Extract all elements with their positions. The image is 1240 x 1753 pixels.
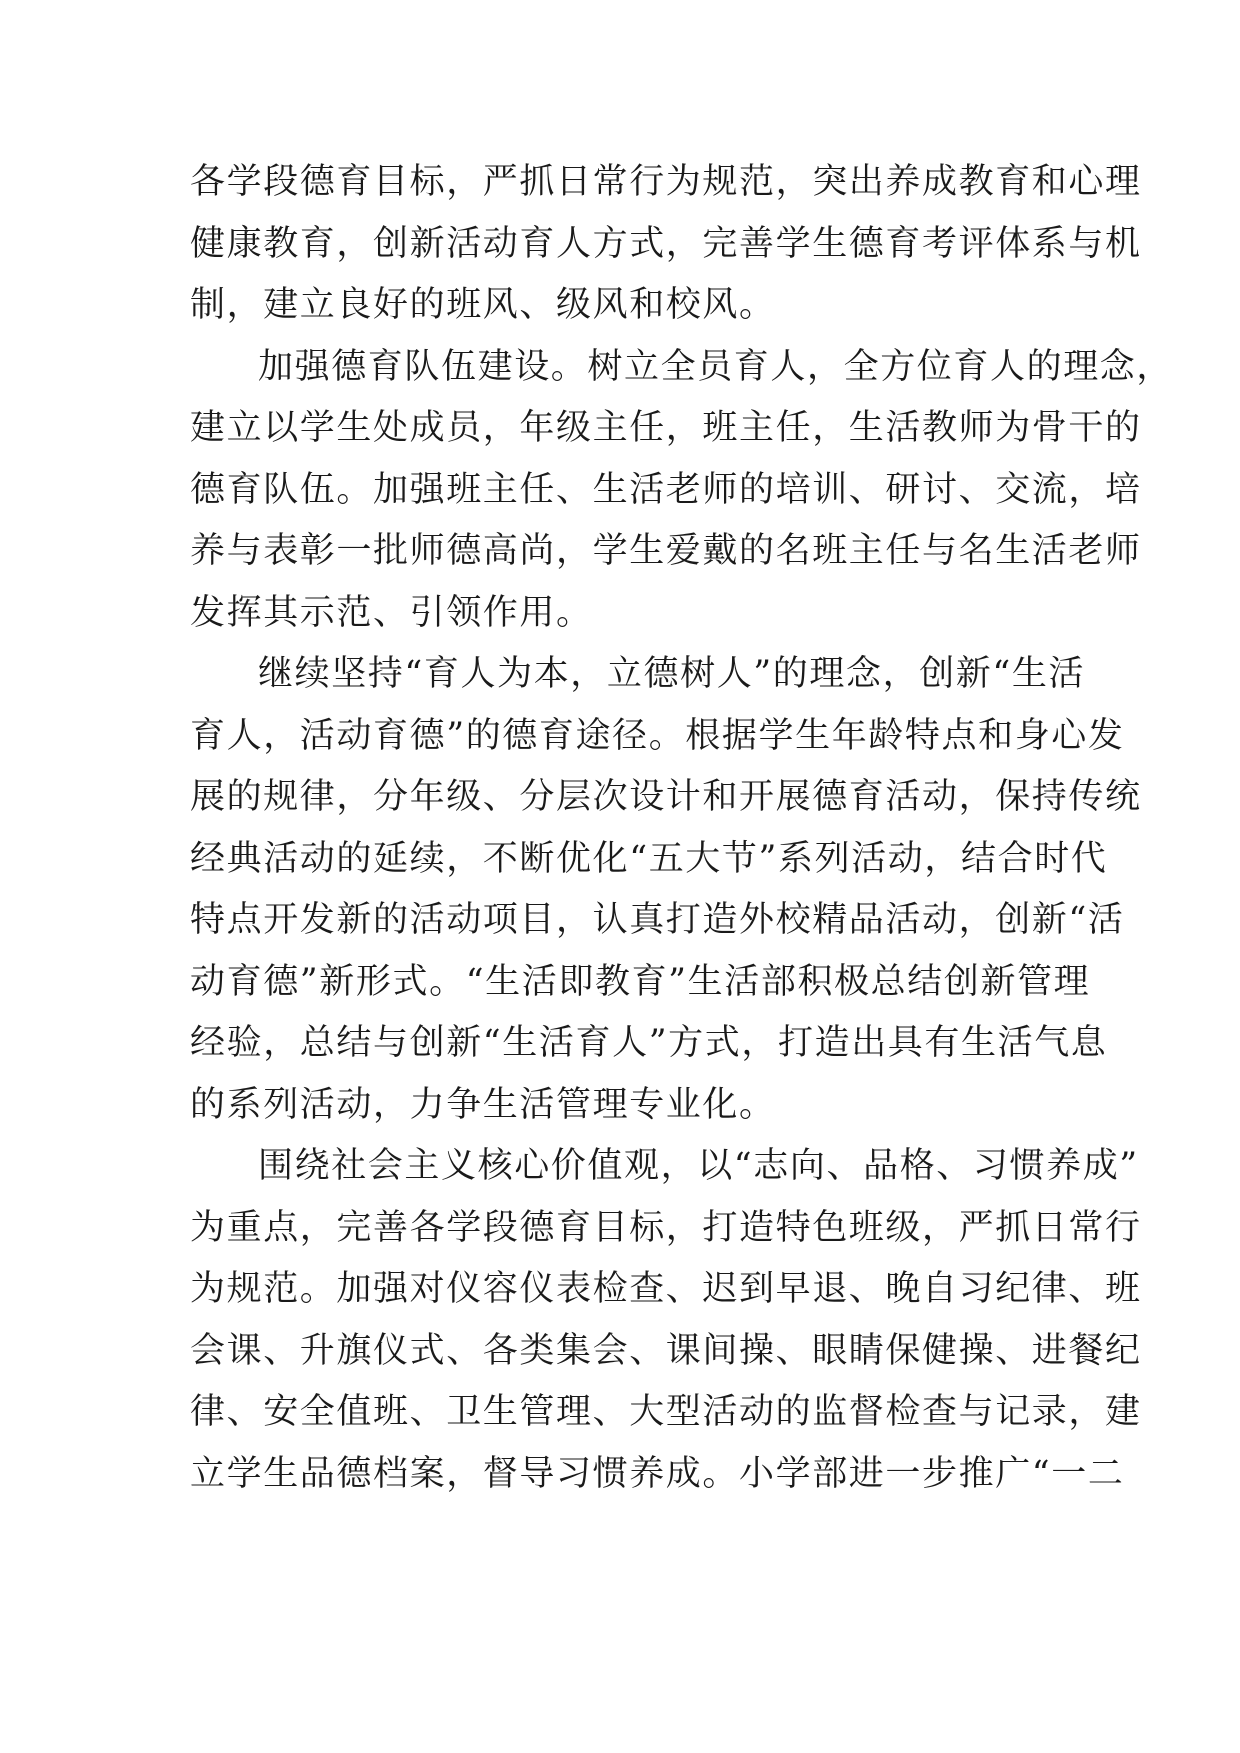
- text-line: 动育德”新形式。“生活即教育”生活部积极总结创新管理: [190, 961, 1091, 1002]
- paragraph-first-line: 围绕社会主义核心价值观，以“志向、品格、习惯养成”: [258, 1146, 1139, 1186]
- text-line: 为重点，完善各学段德育目标，打造特色班级，严抓日常行: [190, 1207, 1142, 1248]
- paragraph-first-line: 继续坚持“育人为本，立德树人”的理念，创新“生活: [258, 654, 1086, 694]
- text-line: 立学生品德档案，督导习惯养成。小学部进一步推广“一二: [190, 1453, 1125, 1494]
- text-line: 会课、升旗仪式、各类集会、课间操、眼睛保健操、进餐纪: [190, 1330, 1142, 1371]
- text-line: 律、安全值班、卫生管理、大型活动的监督检查与记录，建: [190, 1392, 1142, 1432]
- text-line: 发挥其示范、引领作用。: [190, 592, 593, 633]
- text-line: 育人，活动育德”的德育途径。根据学生年龄特点和身心发: [190, 715, 1125, 756]
- text-line: 养与表彰一批师德高尚，学生爱戴的名班主任与名生活老师: [190, 531, 1142, 571]
- text-line: 德育队伍。加强班主任、生活老师的培训、研讨、交流，培: [190, 469, 1142, 510]
- text-line: 为规范。加强对仪容仪表检查、迟到早退、晚自习纪律、班: [190, 1269, 1142, 1309]
- text-line: 的系列活动，力争生活管理专业化。: [190, 1084, 776, 1125]
- text-line: 特点开发新的活动项目，认真打造外校精品活动，创新“活: [190, 900, 1125, 940]
- text-line: 经典活动的延续，不断优化“五大节”系列活动，结合时代: [190, 838, 1108, 879]
- text-line: 经验，总结与创新“生活育人”方式，打造出具有生活气息: [190, 1023, 1108, 1063]
- text-line: 健康教育，创新活动育人方式，完善学生德育考评体系与机: [190, 223, 1142, 264]
- text-line: 制，建立良好的班风、级风和校风。: [190, 285, 776, 325]
- text-line: 建立以学生处成员，年级主任，班主任，生活教师为骨干的: [190, 408, 1142, 448]
- text-line: 各学段德育目标，严抓日常行为规范，突出养成教育和心理: [190, 162, 1142, 202]
- text-line: 展的规律，分年级、分层次设计和开展德育活动，保持传统: [190, 777, 1142, 817]
- paragraph-first-line: 加强德育队伍建设。树立全员育人，全方位育人的理念，: [258, 346, 1174, 387]
- body-text: [190, 152, 1174, 1505]
